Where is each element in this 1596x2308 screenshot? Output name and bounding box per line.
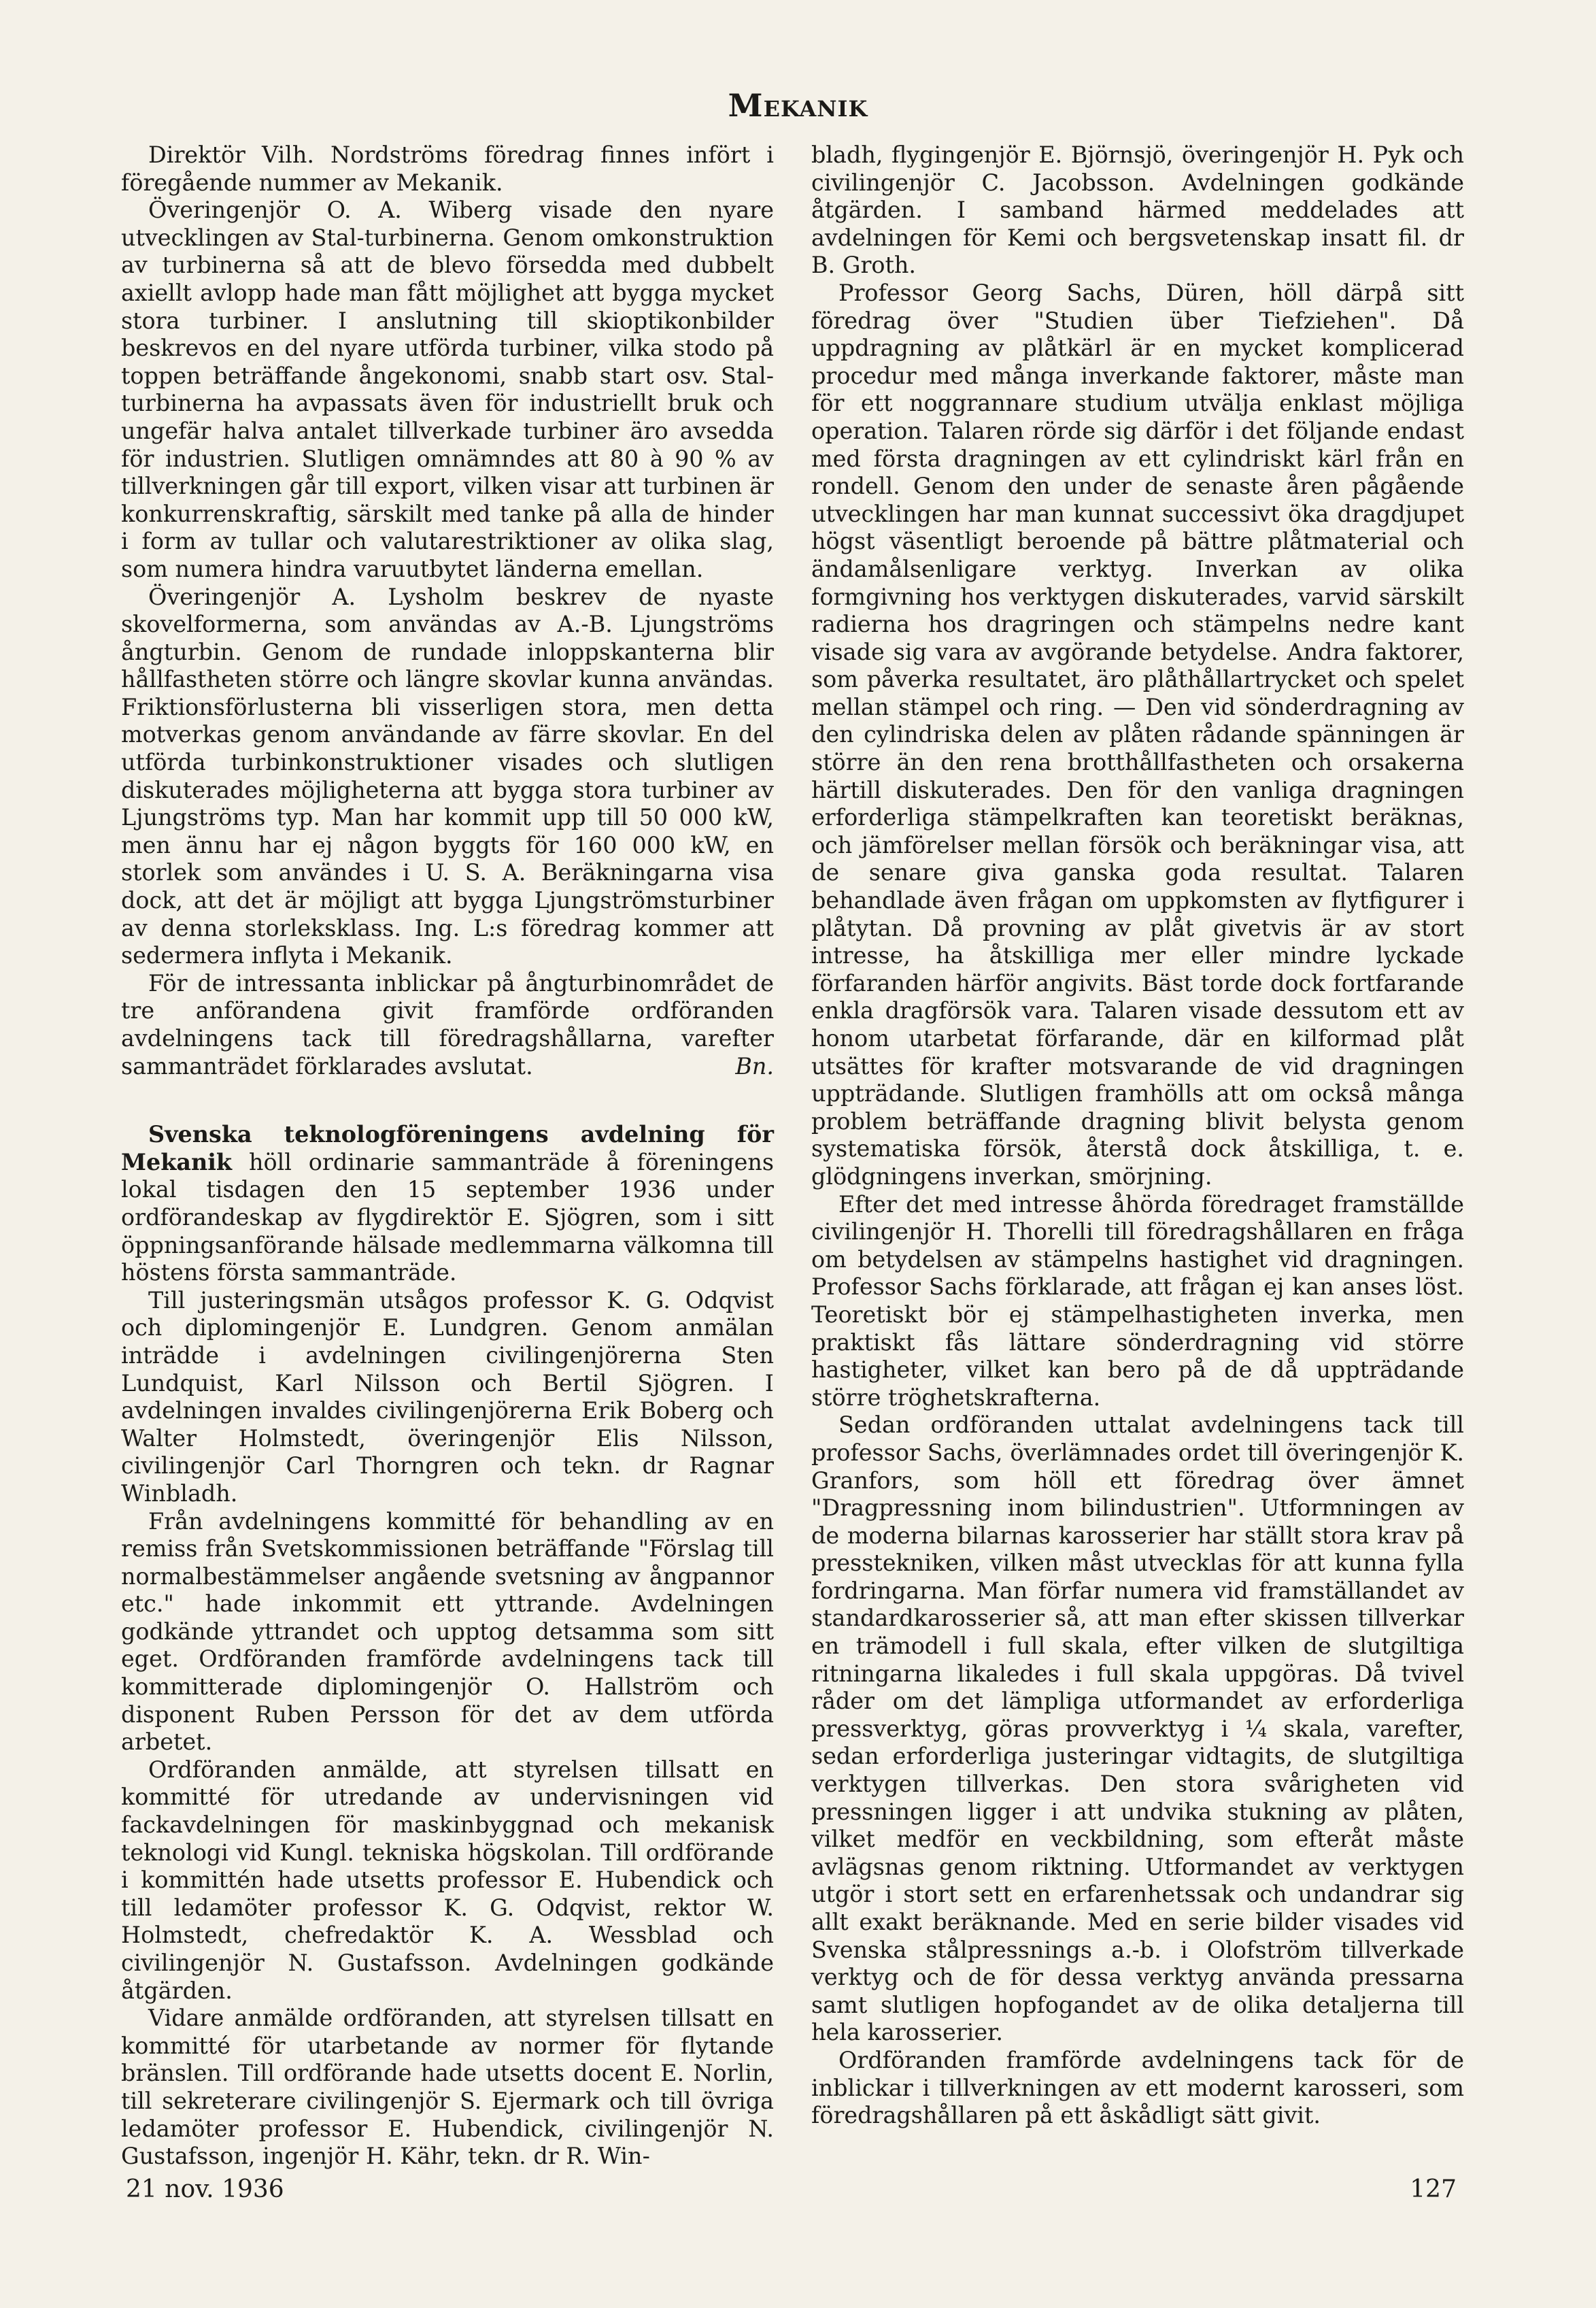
issue-date: 21 nov. 1936	[126, 2175, 284, 2203]
section-heading: Svenska teknologföreningens avdelning för Mekanik	[121, 1121, 774, 1175]
paragraph: Till justeringsmän utsågos professor K. G. Odqvist och diplomingenjör E. Lundgren. Genom anmälan inträdde i avdelningen civilingenjörerna Sten Lundquist, Karl Nilsson och Bertil Sjögren. I avdelningen invaldes civilingenjörerna Erik Boberg och Walter Holmstedt, överingenjör Elis Nilsson, civilingenjör Carl Thorngren och tekn. dr Ragnar Winbladh.	[121, 1286, 774, 1507]
author-signature: Bn.	[735, 1052, 774, 1080]
paragraph: Överingenjör O. A. Wiberg visade den nyare utvecklingen av Stal-turbinerna. Genom omkonstruktion av turbinerna så att de blevo försedda med dubbelt axiellt avlopp hade man fått möjlighet att bygga mycket stora turbiner. I anslutning till skioptikonbilder beskrevos en del nyare utförda turbiner, vilka stodo på toppen beträffande ångekonomi, snabb start osv. Stal-turbinerna ha avpassats även för industriellt bruk och ungefär halva antalet tillverkade turbiner äro avsedda för industrien. Slutligen omnämndes att 80 à 90 % av tillverkningen går till export, vilken visar att turbinen är konkurrenskraftig, särskilt med tanke på alla de hinder i form av tullar och valutarestriktioner av olika slag, som numera hindra varuutbytet länderna emellan.	[121, 197, 774, 582]
paragraph: Ordföranden framförde avdelningens tack för de inblickar i tillverkningen av ett modernt karosseri, som föredragshållaren på ett åskådligt sätt givit.	[811, 2046, 1464, 2129]
paragraph: Ordföranden anmälde, att styrelsen tillsatt en kommitté för utredande av undervisningen vid fackavdelningen för maskinbyggnad och mekanisk teknologi vid Kungl. tekniska högskolan. Till ordförande i kommittén hade utsetts professor E. Hubendick och till ledamöter professor K. G. Odqvist, rektor W. Holmstedt, chefredaktör K. A. Wessblad och civilingenjör N. Gustafsson. Avdelningen godkände åtgärden.	[121, 1756, 774, 2004]
right-column	[811, 141, 1464, 2130]
paragraph	[121, 1121, 774, 1287]
section-spacer	[121, 1080, 774, 1121]
paragraph: Direktör Vilh. Nordströms föredrag finnes infört i föregående nummer av Mekanik.	[121, 141, 774, 196]
paragraph: Från avdelningens kommitté för behandling av en remiss från Svetskommissionen beträffande "Förslag till normalbestämmelser angående svetsning av ångpannor etc." hade inkommit ett yttrande. Avdelningen godkände yttrandet och upptog detsamma som sitt eget. Ordföranden framförde avdelningens tack till kommitterade diplomingenjör O. Hallström och disponent Ruben Persson för det av dem utförda arbetet.	[121, 1507, 774, 1756]
paragraph: bladh, flygingenjör E. Björnsjö, överingenjör H. Pyk och civilingenjör C. Jacobsson. Avdelningen godkände åtgärden. I samband härmed meddelades att avdelningen för Kemi och bergsvetenskap insatt fil. dr B. Groth.	[811, 141, 1464, 279]
paragraph: Överingenjör A. Lysholm beskrev de nyaste skovelformerna, som användas av A.-B. Ljungströms ångturbin. Genom de rundade inloppskanterna blir hållfastheten större och längre skovlar kunna användas. Friktionsförlusterna bli visserligen stora, men detta motverkas genom användande av färre skovlar. En del utförda turbinkonstruktioner visades och slutligen diskuterades möjligheterna att bygga stora turbiner av Ljungströms typ. Man har kommit upp till 50 000 kW, men ännu har ej någon byggts för 160 000 kW, en storlek som användes i U. S. A. Beräkningarna visa dock, att det är möjligt att bygga Ljungströmsturbiner av denna storleksklass. Ing. L:s föredrag kommer att sedermera inflyta i Mekanik.	[121, 583, 774, 969]
paragraph	[121, 970, 774, 1080]
paragraph: Professor Georg Sachs, Düren, höll därpå sitt föredrag över "Studien über Tiefziehen". Då uppdragning av plåtkärl är en mycket komplicerad procedur med många inverkande faktorer, måste man för ett noggrannare studium utvälja enklast möjliga operation. Talaren rörde sig därför i det följande endast med första dragningen av ett cylindriskt kärl från en rondell. Genom den under de senaste åren pågående utvecklingen har man kunnat successivt öka dragdjupet högst väsentligt beroende på bättre plåtmaterial och ändamålsenligare verktyg. Inverkan av olika formgivning hos verktygen diskuterades, varvid särskilt radierna hos dragringen och stämpelns nedre kant visade sig vara av avgörande betydelse. Andra faktorer, som påverka resultatet, äro plåthållartrycket och spelet mellan stämpel och ring. — Den vid sönderdragning av den cylindriska delen av plåten rådande spänningen är större än den rena brotthållfastheten och orsakerna härtill diskuterades. Den för den vanliga dragningen erforderliga stämpelkraften kan teoretiskt beräknas, och jämförelser mellan försök och beräkningar visa, att de senare giva ganska goda resultat. Talaren behandlade även frågan om uppkomsten av flytfigurer i plåtytan. Då provning av plåt givetvis är av stort intresse, ha åtskilliga mer eller mindre lyckade förfaranden härför angivits. Bäst torde dock fortfarande enkla dragförsök vara. Talaren visade dessutom ett av honom utarbetat förfarande, där en kilformad plåt utsättes för krafter motsvarande de vid dragningen uppträdande. Slutligen framhölls att om också många problem beträffande dragning blivit belysta genom systematiska försök, återstå dock åtskilliga, t. e. glödgningens inverkan, smörjning.	[811, 279, 1464, 1190]
paragraph: Sedan ordföranden uttalat avdelningens tack till professor Sachs, överlämnades ordet till överingenjör K. Granfors, som höll ett föredrag över ämnet "Dragpressning inom bilindustrien". Utformningen av de moderna bilarnas karosserier har ställt stora krav på presstekniken, vilken måst utvecklas för att kunna fylla fordringarna. Man förfar numera vid framställandet av standardkarosserier så, att man efter skissen tillverkar en trämodell i full skala, efter vilken de slutgiltiga ritningarna likaledes i full skala uppgöras. Då tvivel råder om det lämpliga utformandet av erforderliga pressverktyg, göras provverktyg i ¼ skala, varefter, sedan erforderliga justeringar vidtagits, de slutgiltiga verktygen tillverkas. Den stora svårigheten vid pressningen ligger i att undvika stukning av plåten, vilket medför en veckbildning, som efteråt måste avlägsnas genom riktning. Utformandet av verktygen utgör i stort sett en erfarenhetssak och undandrar sig allt exakt beräknande. Med en serie bilder visades vid Svenska stålpressnings a.-b. i Olofström tillverkade verktyg och de för dessa verktyg använda pressarna samt slutligen hopfogandet av de olika detaljerna till hela karosserier.	[811, 1411, 1464, 2046]
page-title: Mekanik	[728, 87, 868, 124]
paragraph: Vidare anmälde ordföranden, att styrelsen tillsatt en kommitté för utarbetande av normer för flytande bränslen. Till ordförande hade utsetts docent E. Norlin, till sekreterare civilingenjör S. Ejermark och till övriga ledamöter professor E. Hubendick, civilingenjör N. Gustafsson, ingenjör H. Kähr, tekn. dr R. Win-	[121, 2005, 774, 2170]
paragraph: Efter det med intresse åhörda föredraget framställde civilingenjör H. Thorelli till föredragshållaren en fråga om betydelsen av stämpelns hastighet vid dragningen. Professor Sachs förklarade, att frågan ej kan anses löst. Teoretiskt bör ej stämpelhastigheten inverka, men praktiskt fås lättare sönderdragning vid större hastigheter, vilket kan bero på de då uppträdande större tröghetskrafterna.	[811, 1190, 1464, 1411]
paragraph-text: höll ordinarie sammanträde å föreningens lokal tisdagen den 15 september 1936 under ordförandeskap av flygdirektör E. Sjögren, som i sitt öppningsanförande hälsade medlemmarna välkomna till höstens första sammanträde.	[121, 1148, 774, 1286]
page-number: 127	[1410, 2175, 1457, 2203]
paragraph-text: För de intressanta inblickar på ångturbinområdet de tre anförandena givit framförde ordföranden avdelningens tack till föredragshållarna, varefter sammanträdet förklarades avslutat.	[121, 969, 774, 1080]
left-column	[121, 141, 774, 2171]
